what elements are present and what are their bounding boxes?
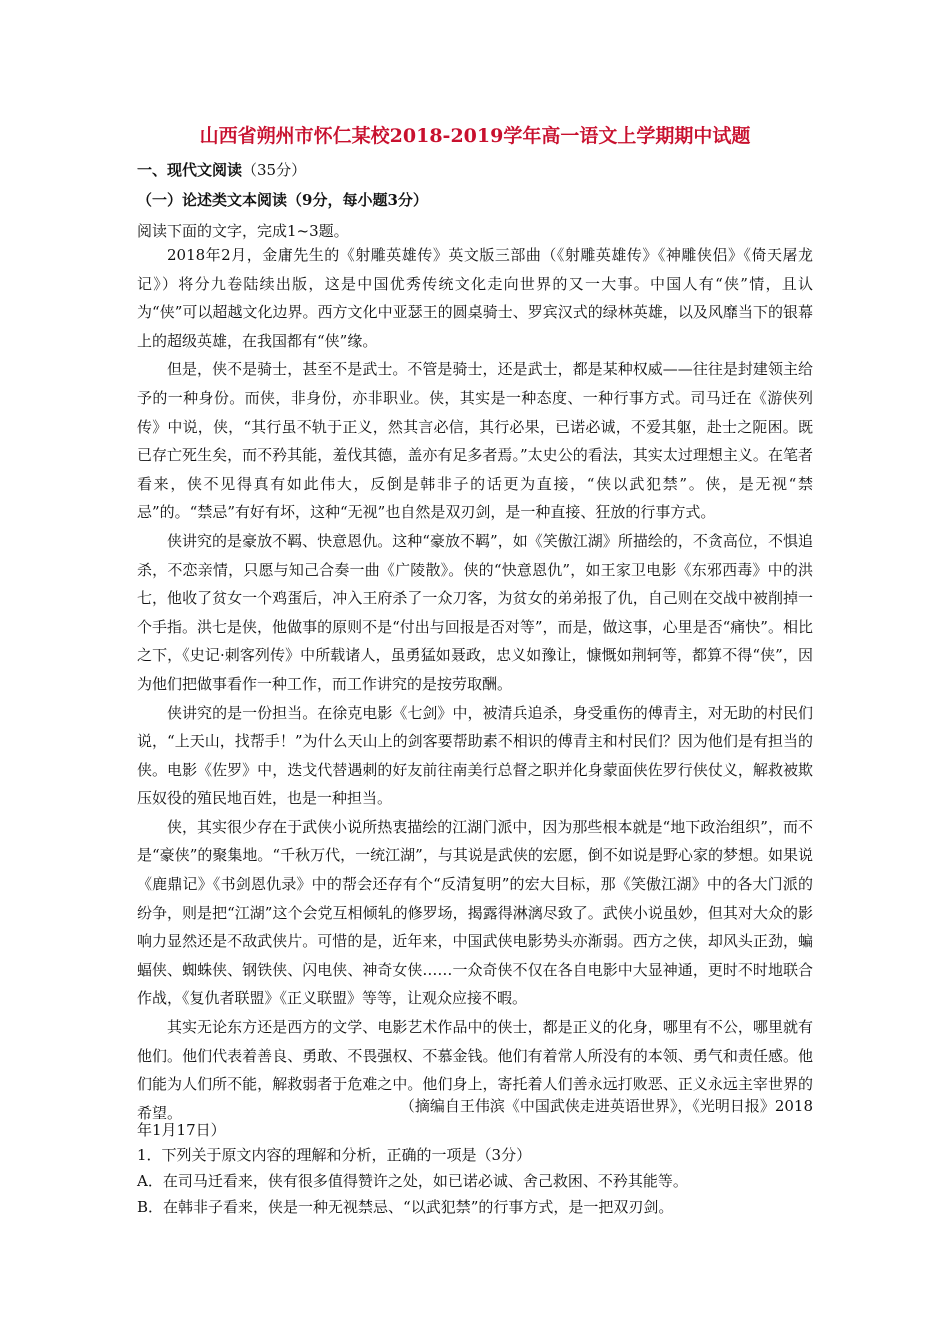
subsection-heading: （一）论述类文本阅读（9分，每小题3分） [137, 191, 428, 209]
source-line: （摘编自王伟滨《中国武侠走进英语世界》，《光明日报》2018 [399, 1097, 813, 1115]
answer-option: A．在司马迁看来，侠有很多值得赞许之处，如已诺必诚、舍己救困、不矜其能等。 [137, 1172, 688, 1190]
question-stem: 1．下列关于原文内容的理解和分析，正确的一项是（3分） [137, 1146, 532, 1164]
section-heading [137, 158, 306, 182]
reading-passage [137, 241, 813, 1127]
section-points: （35分） [242, 161, 307, 179]
reading-instructions: 阅读下面的文字，完成1~3题。 [137, 222, 349, 240]
passage-paragraph: 但是，侠不是骑士，甚至不是武士。不管是骑士，还是武士，都是某种权威——往往是封建领主给予的一种身份。而侠，非身份，亦非职业。侠，其实是一种态度、一种行事方式。司马迁在《游侠列传》中说，侠，“其行虽不轨于正义，然其言必信，其行必果，已诺必诚，不爱其躯，赴士之阨困。既已存亡死生矣，而不矜其能，羞伐其德，盖亦有足多者焉。”太史公的看法，其实太过理想主义。在笔者看来，侠不见得真有如此伟大，反倒是韩非子的话更为直接，“侠以武犯禁”。侠，是无视“禁忌”的。“禁忌”有好有坏，这种“无视”也自然是双刃剑，是一种直接、狂放的行事方式。 [137, 360, 813, 522]
passage-paragraph: 侠讲究的是豪放不羁、快意恩仇。这种“豪放不羁”，如《笑傲江湖》所描绘的，不贪高位，不惧追杀，不恋亲情，只愿与知己合奏一曲《广陵散》。侠的“快意恩仇”，如王家卫电影《东邪西毒》中的洪七，他收了贫女一个鸡蛋后，冲入王府杀了一众刀客，为贫女的弟弟报了仇，自己则在交战中被削掉一个手指。洪七是侠，他做事的原则不是“付出与回报是否对等”，而是，做这事，心里是否“痛快”。相比之下，《史记·刺客列传》中所载诸人，虽勇猛如聂政，忠义如豫让，慷慨如荆轲等，都算不得“侠”，因为他们把做事看作一种工作，而工作讲究的是按劳取酬。 [137, 531, 813, 693]
passage-paragraph: 2018年2月，金庸先生的《射雕英雄传》英文版三部曲（《射雕英雄传》《神雕侠侣》《倚天屠龙记》）将分九卷陆续出版，这是中国优秀传统文化走向世界的又一大事。中国人有“侠”情，且认为“侠”可以超越文化边界。西方文化中亚瑟王的圆桌骑士、罗宾汉式的绿林英雄，以及风靡当下的银幕上的超级英雄，在我国都有“侠”缘。 [137, 246, 813, 350]
source-line: 年1月17日） [137, 1121, 226, 1139]
passage-source [137, 1094, 813, 1142]
section-label: 一、现代文阅读 [137, 161, 243, 179]
exam-title: 山西省朔州市怀仁某校2018-2019学年高一语文上学期期中试题 [199, 125, 751, 147]
passage-paragraph: 侠讲究的是一份担当。在徐克电影《七剑》中，被清兵追杀，身受重伤的傅青主，对无助的村民们说，“上天山，找帮手！”为什么天山上的剑客要帮助素不相识的傅青主和村民们？因为他们是有担当的侠。电影《佐罗》中，迭戈代替遇刺的好友前往南美行总督之职并化身蒙面侠佐罗行侠仗义，解救被欺压奴役的殖民地百姓，也是一种担当。 [137, 703, 813, 808]
answer-option: B．在韩非子看来，侠是一种无视禁忌、“以武犯禁”的行事方式，是一把双刃剑。 [137, 1198, 674, 1216]
question-block [137, 1142, 837, 1220]
passage-paragraph: 其实无论东方还是西方的文学、电影艺术作品中的侠士，都是正义的化身，哪里有不公，哪里就有他们。他们代表着善良、勇敢、不畏强权、不慕金钱。他们有着常人所没有的本领、勇气和责任感。他们能为人们所不能，解救弱者于危难之中。他们身上，寄托着人们善永远打败恶、正义永远主宰世界的希望。 [137, 1018, 813, 1122]
passage-paragraph: 侠，其实很少存在于武侠小说所热衷描绘的江湖门派中，因为那些根本就是“地下政治组织”，而不是“豪侠”的聚集地。“千秋万代，一统江湖”，与其说是武侠的宏愿，倒不如说是野心家的梦想。如果说《鹿鼎记》《书剑恩仇录》中的帮会还存有个“反清复明”的宏大目标，那《笑傲江湖》中的各大门派的纷争，则是把“江湖”这个会党互相倾轧的修罗场，揭露得淋漓尽致了。武侠小说虽妙，但其对大众的影响力显然还是不敌武侠片。可惜的是，近年来，中国武侠电影势头亦渐弱。西方之侠，却风头正劲，蝙蝠侠、蜘蛛侠、钢铁侠、闪电侠、神奇女侠……一众奇侠不仅在各自电影中大显神通，更时不时地联合作战，《复仇者联盟》《正义联盟》等等，让观众应接不暇。 [137, 817, 813, 1008]
